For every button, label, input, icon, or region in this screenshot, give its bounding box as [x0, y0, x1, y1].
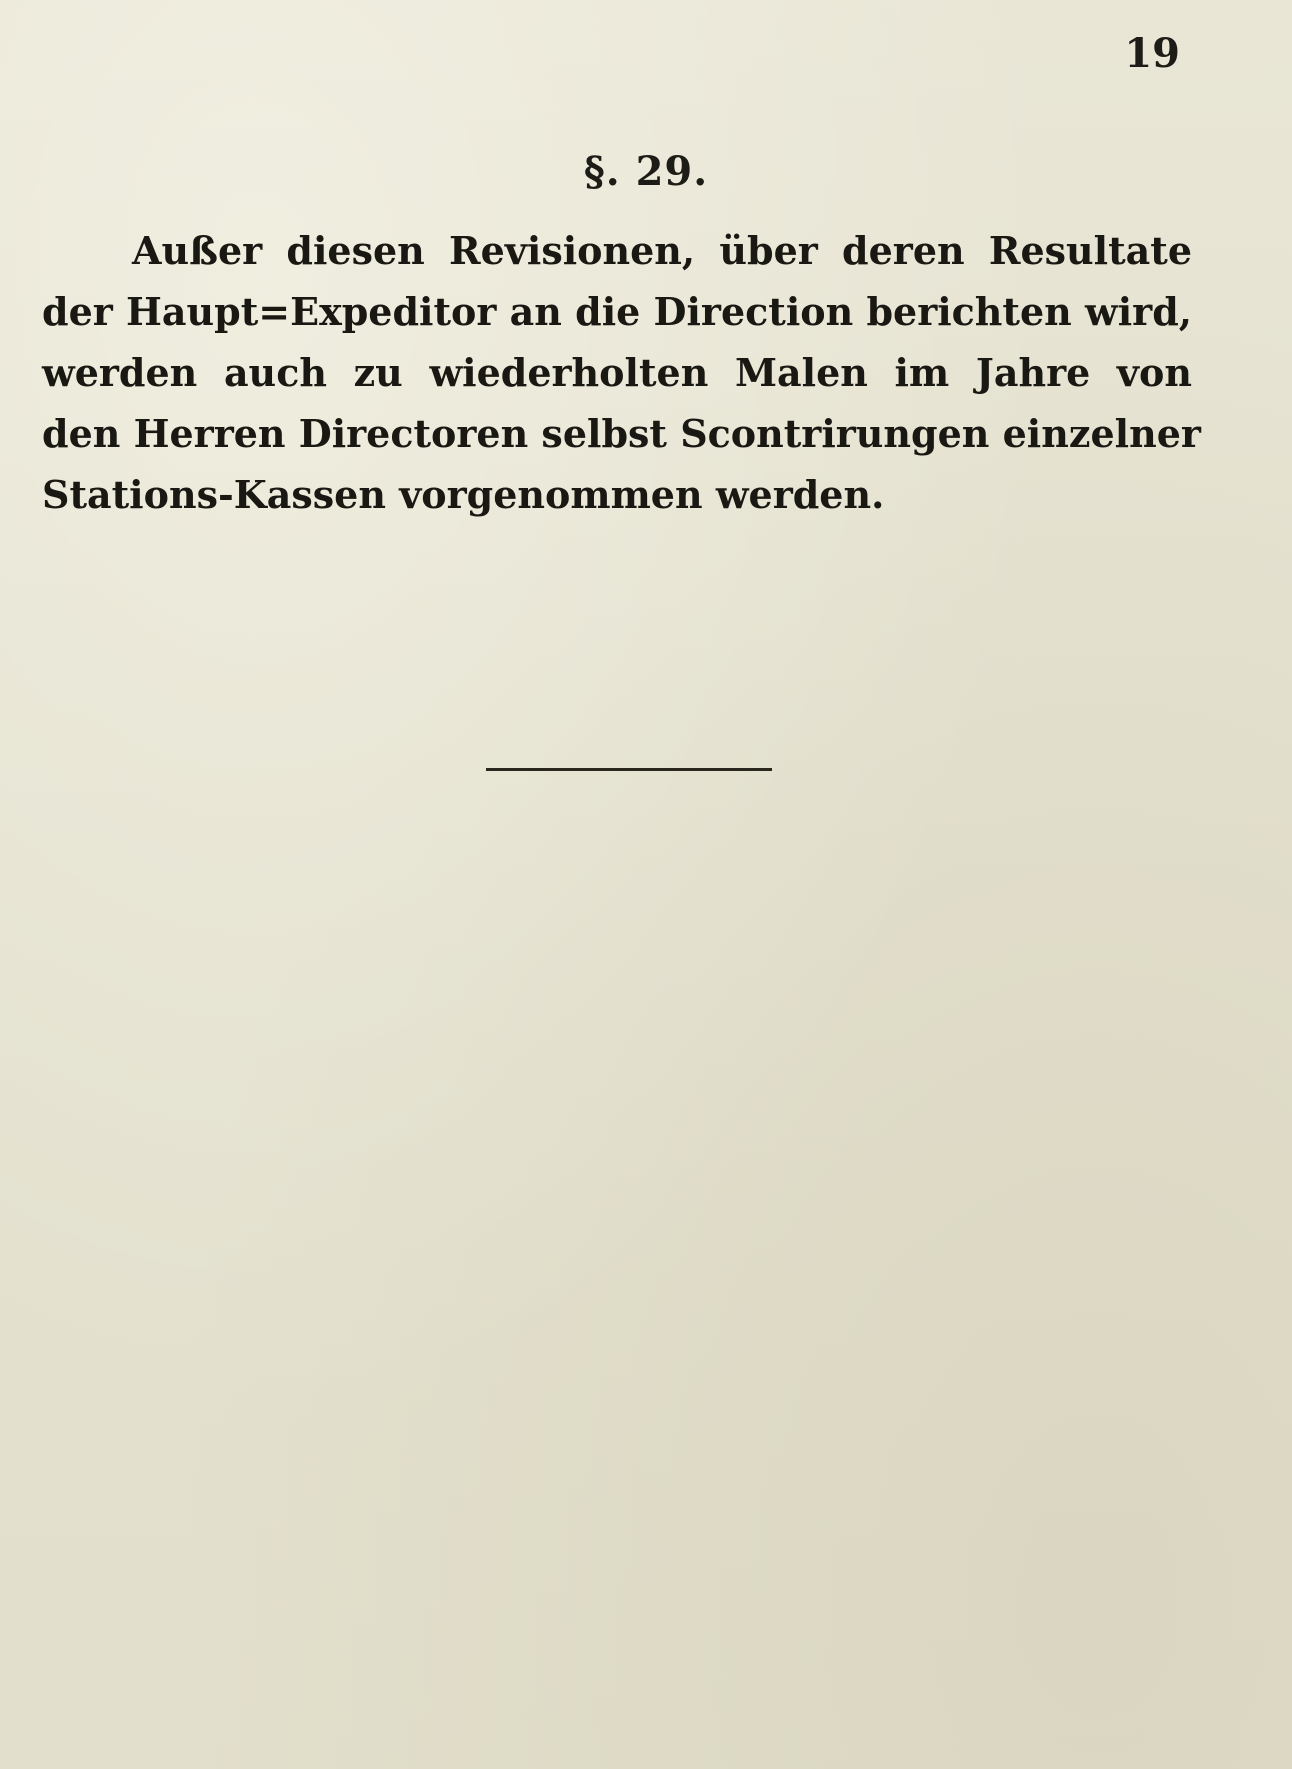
page-number: 19: [1124, 30, 1180, 77]
paragraph-line: den Herren Directoren selbst Scontrirungen einzelner: [42, 411, 1201, 456]
paragraph-line: Außer diesen Revisionen, über deren Resultate: [132, 228, 1192, 273]
paragraph-line: der Haupt=Expeditor an die Direction berichten wird,: [42, 289, 1192, 334]
paragraph-line: werden auch zu wiederholten Malen im Jahre von: [42, 350, 1192, 395]
section-paragraph: [42, 220, 1201, 525]
closing-rule: [486, 768, 772, 771]
section-heading: §. 29.: [583, 148, 709, 195]
paragraph-line: Stations-Kassen vorgenommen werden.: [42, 472, 885, 517]
